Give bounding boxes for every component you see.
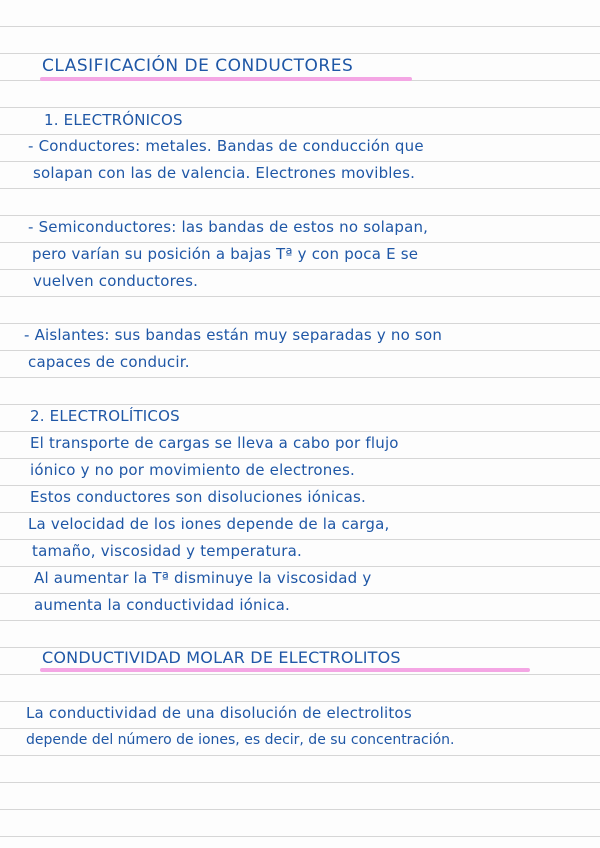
text-line: depende del número de iones, es decir, de su concentración.: [26, 732, 455, 748]
text-line: tamaño, viscosidad y temperatura.: [32, 542, 302, 560]
section-heading: CONDUCTIVIDAD MOLAR DE ELECTROLITOS: [42, 648, 401, 667]
text-line: vuelven conductores.: [33, 272, 199, 290]
text-line: El transporte de cargas se lleva a cabo por flujo: [30, 434, 399, 452]
heading-highlight: [40, 77, 412, 81]
text-line: solapan con las de valencia. Electrones movibles.: [33, 164, 416, 182]
text-line: - Semiconductores: las bandas de estos no solapan,: [28, 218, 429, 236]
text-line: iónico y no por movimiento de electrones.: [30, 461, 355, 479]
text-line: Al aumentar la Tª disminuye la viscosidad y: [34, 569, 372, 587]
text-line: aumenta la conductividad iónica.: [34, 596, 290, 614]
section-title: 2. ELECTROLÍTICOS: [30, 407, 180, 425]
text-line: La velocidad de los iones depende de la carga,: [28, 515, 390, 533]
text-line: pero varían su posición a bajas Tª y con poca E se: [32, 245, 419, 263]
page-heading: CLASIFICACIÓN DE CONDUCTORES: [42, 56, 354, 76]
text-line: - Aislantes: sus bandas están muy separadas y no son: [24, 326, 443, 344]
text-line: capaces de conducir.: [28, 353, 190, 371]
text-line: Estos conductores son disoluciones iónicas.: [30, 488, 367, 506]
text-line: La conductividad de una disolución de electrolitos: [26, 704, 412, 722]
section-title: 1. ELECTRÓNICOS: [44, 111, 183, 129]
text-line: - Conductores: metales. Bandas de conducción que: [28, 137, 424, 155]
